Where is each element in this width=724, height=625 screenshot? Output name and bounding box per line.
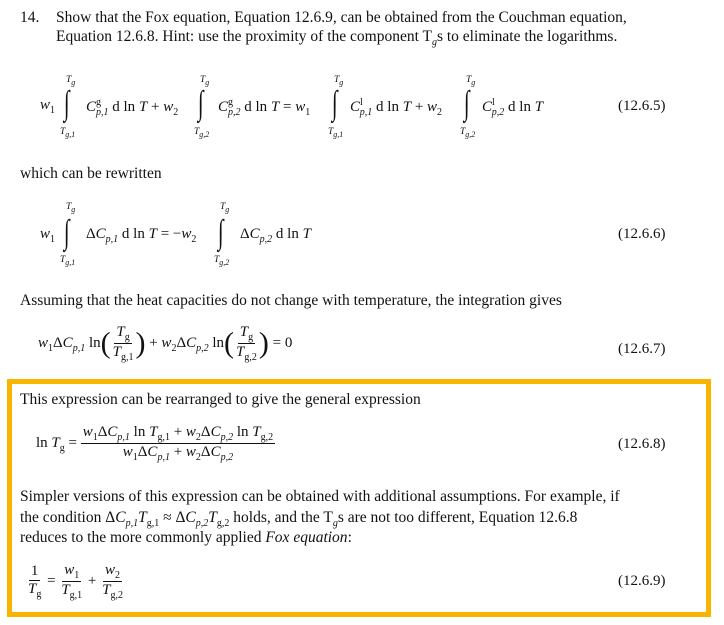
paragraph-simpler-2: the condition $\Delta C_{p,1}T_{g,1} \approx \Delta C_{p,2}T_{g,2}$ holds, and the $T_gs$ are not too different, Equation 12.6.8 — [20, 509, 578, 530]
equation-12-6-8: $\ln T_g$ = $\frac{w_1\Delta C_{p,1} \ln T_{g,1} + w_2\Delta C_{p,2} \ln T_{g,2}}{w_1\Delta C_{p,1} + w_2\Delta C_{p,2}}$ — [36, 424, 274, 463]
problem-line-1: Show that the Fox equation, Equation 12.6.9, can be obtained from the Couchman equation, — [56, 9, 627, 26]
equation-number: (12.6.7) — [618, 341, 666, 357]
equation-12-6-9: $\frac{1}{T_g}$ = $\frac{w_1}{T_{g,1}}$ + $\frac{w_2}{T_{g,2}}$ — [28, 562, 123, 601]
equation-number: (12.6.5) — [618, 98, 666, 114]
equation-12-6-7: $w_1\Delta C_{p,1}$ ln( $\frac{T_g}{T_{g,1}}$ ) + $w_2\Delta C_{p,2}$ ln( $\frac{T_g}{T_{g,2}}$ ) = 0 — [38, 324, 293, 363]
paragraph-simpler-3: reduces to the more commonly applied Fox equation: — [20, 529, 352, 546]
paragraph-rewritten: which can be rewritten — [20, 165, 162, 182]
problem-number: 14. — [20, 9, 40, 26]
problem-line-2: Equation 12.6.8. Hint: use the proximity of the component $T_gs$ to eliminate the logarithms. — [56, 28, 618, 49]
paragraph-rearranged: This expression can be rearranged to give the general expression — [20, 391, 421, 408]
equation-number: (12.6.8) — [618, 436, 666, 452]
equation-12-6-6: $w_1$ $T_g$ ∫ $T_{g,1}$ $\Delta C_{p,1}$ d $\ln T = -w_2$ $T_g$ ∫ $T_{g,2}$ $\Delta C_{p,2}$ d ln T — [40, 202, 311, 267]
paragraph-assuming: Assuming that the heat capacities do not change with temperature, the integration gives — [20, 292, 562, 309]
equation-number: (12.6.6) — [618, 226, 666, 242]
equation-number: (12.6.9) — [618, 573, 666, 589]
paragraph-simpler-1: Simpler versions of this expression can be obtained with additional assumptions. For example, if — [20, 488, 620, 505]
equation-12-6-5: $w_1$ $T_g$ ∫ $T_{g,1}$ $C^g_{p,1}$ d $\ln T + w_2$ $T_g$ ∫ $T_{g,2}$ $C^g_{p,2}$ d $\ln T = w_1$ $T_g$ ∫ $T_{g,1}$ $C^l_{p,1}$ d $\ln T + w_2$ $T_g$ ∫ $T_{g,2}$ $C^l_{p,2}$ d ln T — [40, 75, 544, 139]
